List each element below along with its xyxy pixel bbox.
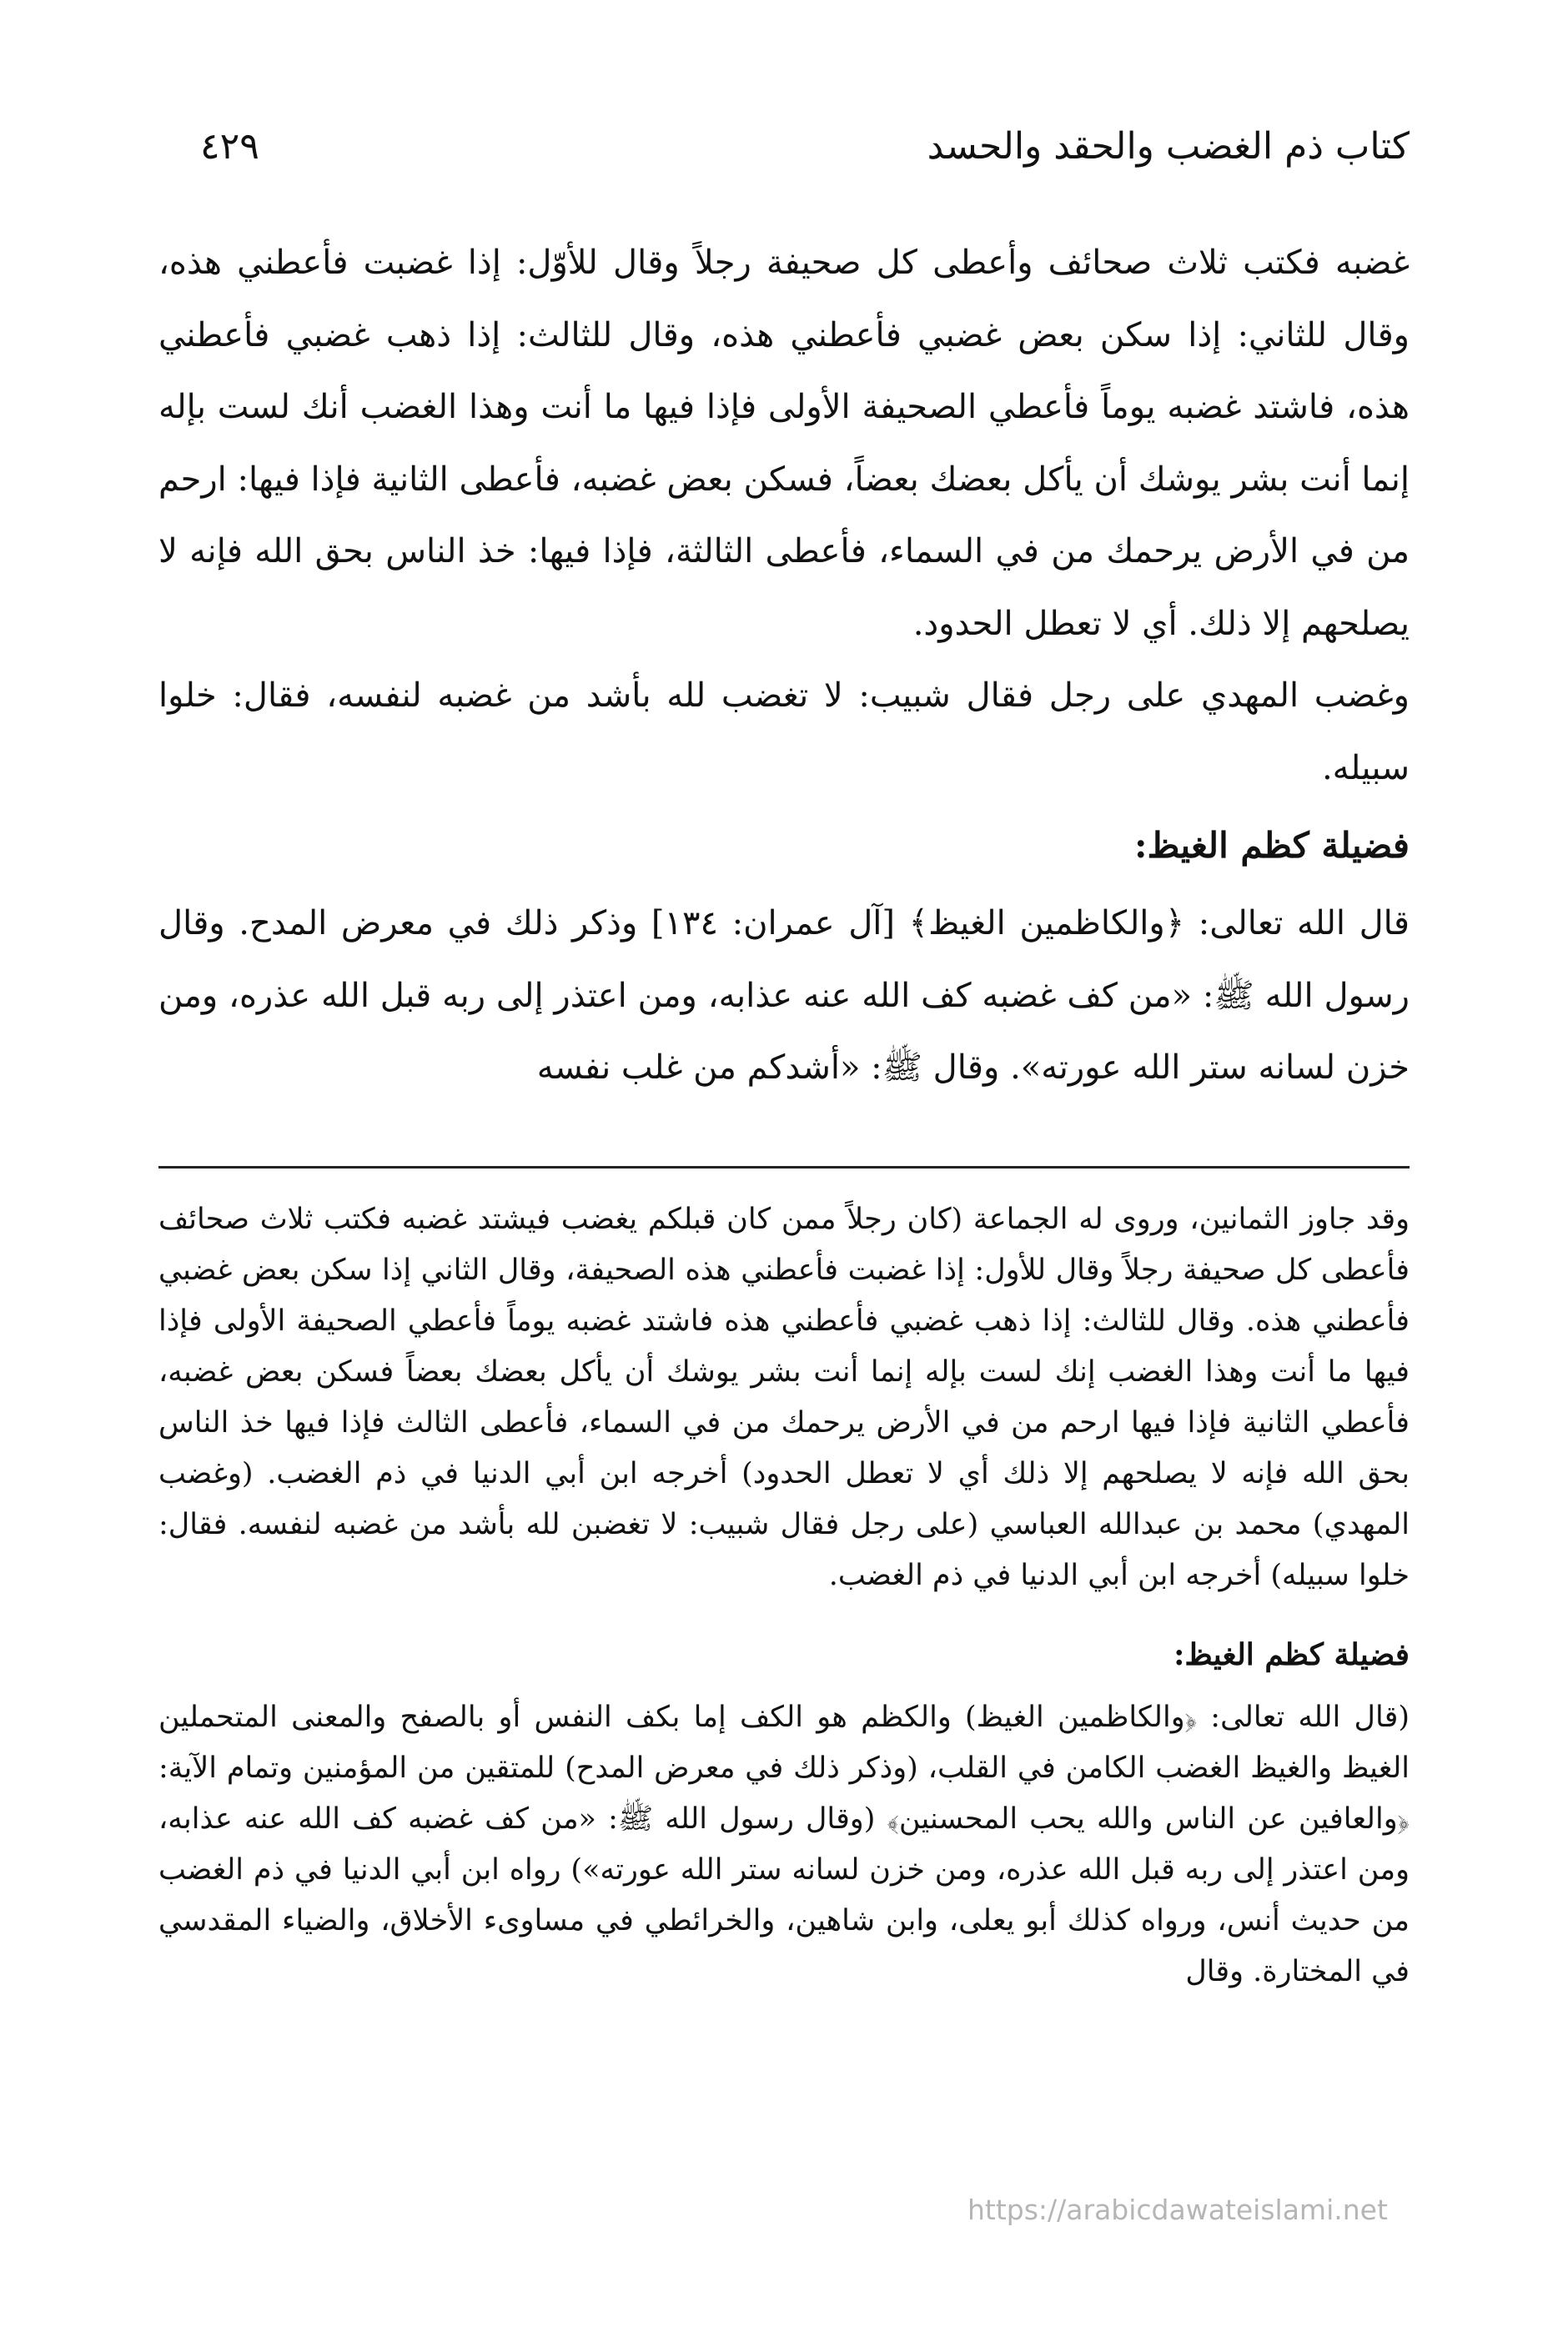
running-title: كتاب ذم الغضب والحقد والحسد [927, 125, 1410, 168]
section-heading: فضيلة كظم الغيظ: [1133, 825, 1410, 866]
main-paragraph: قال الله تعالى: ﴿والكاظمين الغيظ﴾ [آل عمران: ١٣٤] وذكر ذلك في معرض المدح. وقال رسول الله ﷺ: «من كف غضبه كف الله عنه عذابه، ومن اعتذر إلى ربه قبل الله عذره، ومن خزن لسانه ستر الله عورته». وقال ﷺ: «أشدكم من غلب نفسه [158, 904, 1410, 1087]
commentary-text [158, 1194, 1410, 1998]
main-paragraph: غضبه فكتب ثلاث صحائف وأعطى كل صحيفة رجلاً وقال للأوّل: إذا غضبت فأعطني هذه، وقال للثاني: إذا سكن بعض غضبي فأعطني هذه، وقال للثالث: إذا ذهب غضبي فأعطني هذه، فاشتد غضبه يوماً فأعطي الصحيفة الأولى فإذا فيها ما أنت وهذا الغضب أنك لست بإله إنما أنت بشر يوشك أن يأكل بعضك بعضاً، فسكن بعض غضبه، فأعطى الثانية فإذا فيها: ارحم من في الأرض يرحمك من في السماء، فأعطى الثالثة، فإذا فيها: خذ الناس بحق الله فإنه لا يصلحهم إلا ذلك. أي لا تعطل الحدود. [158, 244, 1410, 643]
main-text [158, 227, 1410, 1104]
main-paragraph: وغضب المهدي على رجل فقال شبيب: لا تغضب لله بأشد من غضبه لنفسه، فقال: خلوا سبيله. [158, 676, 1410, 787]
commentary-paragraph: وقد جاوز الثمانين، وروى له الجماعة (كان رجلاً ممن كان قبلكم يغضب فيشتد غضبه فكتب ثلاث صحائف فأعطى كل صحيفة رجلاً وقال للأول: إذا غضبت فأعطني هذه الصحيفة، وقال الثاني إذا سكن بعض غضبي فأعطني هذه. وقال للثالث: إذا ذهب غضبي فأعطني هذه فاشتد غضبه يوماً فأعطي الصحيفة الأولى فإذا فيها ما أنت وهذا الغضب إنك لست بإله إنما أنت بشر يوشك أن يأكل بعضك بعضاً فسكن بعض غضبه، فأعطي الثانية فإذا فيها ارحم من في الأرض يرحمك من في السماء، فأعطى الثالث فإذا فيها خذ الناس بحق الله فإنه لا يصلحهم إلا ذلك أي لا تعطل الحدود) أخرجه ابن أبي الدنيا في ذم الغضب. (وغضب المهدي) محمد بن عبدالله العباسي (على رجل فقال شبيب: لا تغضبن لله بأشد من غضبه لنفسه. فقال: خلوا سبيله) أخرجه ابن أبي الدنيا في ذم الغضب. [158, 1203, 1410, 1592]
commentary-section-heading: فضيلة كظم الغيظ: [1173, 1637, 1410, 1672]
commentary-paragraph: (قال الله تعالى: ﴿والكاظمين الغيظ) والكظم هو الكف إما بكف النفس أو بالصفح والمعنى المتحملين الغيظ والغيظ الغضب الكامن في القلب، (وذكر ذلك في معرض المدح) للمتقين من المؤمنين وتمام الآية: ﴿والعافين عن الناس والله يحب المحسنين﴾ (وقال رسول الله ﷺ: «من كف غضبه كف الله عنه عذابه، ومن اعتذر إلى ربه قبل الله عذره، ومن خزن لسانه ستر الله عورته») رواه ابن أبي الدنيا في ذم الغضب من حديث أنس، ورواه كذلك أبو يعلى، وابن شاهين، والخرائطي في مساوىء الأخلاق، والضياء المقدسي في المختارة. وقال [158, 1701, 1410, 1988]
watermark-url: https://arabicdawateislami.net [967, 2194, 1388, 2226]
page-number: ٤٢٩ [200, 125, 259, 168]
footnote-separator [158, 1166, 1410, 1169]
page-header [200, 125, 1410, 183]
